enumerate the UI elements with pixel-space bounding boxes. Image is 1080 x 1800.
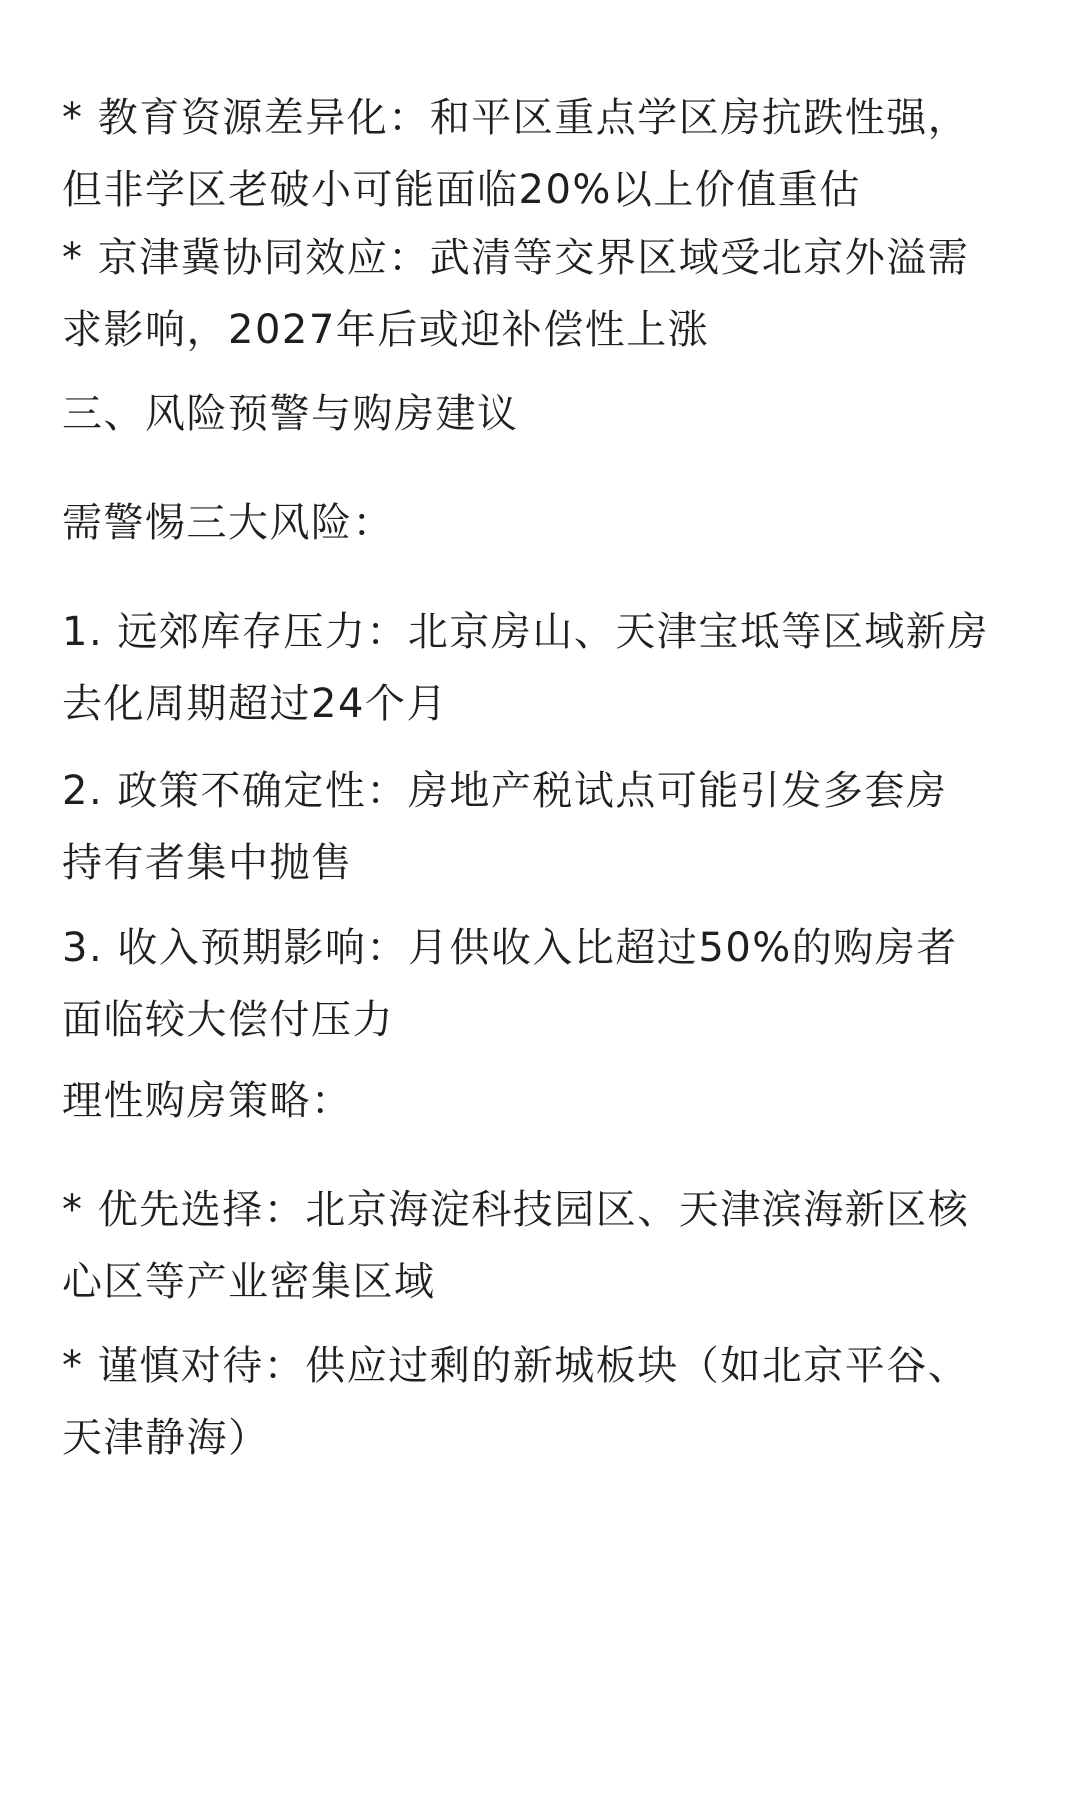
text-line: 2. 政策不确定性：房地产税试点可能引发多套房 xyxy=(62,768,948,814)
section-heading xyxy=(62,378,1042,450)
text-line: * 教育资源差异化：和平区重点学区房抗跌性强， xyxy=(62,95,970,141)
text-line: 1. 远郊库存压力：北京房山、天津宝坻等区域新房 xyxy=(62,609,989,655)
text-line: * 京津冀协同效应：武清等交界区域受北京外溢需 xyxy=(62,235,970,281)
risk-item-1 xyxy=(62,596,1042,740)
text-line: 心区等产业密集区域 xyxy=(62,1259,436,1305)
text-line: 去化周期超过24个月 xyxy=(62,681,448,727)
text-line: 但非学区老破小可能面临20%以上价值重估 xyxy=(62,167,861,213)
strategy-heading xyxy=(62,1065,1042,1137)
strategy-item-1 xyxy=(62,1174,1042,1318)
text-line: 求影响，2027年后或迎补偿性上涨 xyxy=(62,307,710,353)
paragraph-education-resources xyxy=(62,82,1042,226)
text-line: * 优先选择：北京海淀科技园区、天津滨海新区核 xyxy=(62,1187,970,1233)
paragraph-jingjinji-synergy xyxy=(62,222,1042,366)
section-heading-text: 三、风险预警与购房建议 xyxy=(62,391,519,437)
text-line: 持有者集中抛售 xyxy=(62,840,353,886)
text-line: 3. 收入预期影响：月供收入比超过50%的购房者 xyxy=(62,925,958,971)
risk-item-2 xyxy=(62,755,1042,899)
text-line: 天津静海） xyxy=(62,1415,270,1461)
strategy-heading-text: 理性购房策略： xyxy=(62,1078,353,1124)
text-line: * 谨慎对待：供应过剩的新城板块（如北京平谷、 xyxy=(62,1343,970,1389)
strategy-item-2 xyxy=(62,1330,1042,1474)
risks-heading-text: 需警惕三大风险： xyxy=(62,500,394,546)
text-line: 面临较大偿付压力 xyxy=(62,997,394,1043)
risk-item-3 xyxy=(62,912,1042,1056)
risks-heading xyxy=(62,487,1042,559)
